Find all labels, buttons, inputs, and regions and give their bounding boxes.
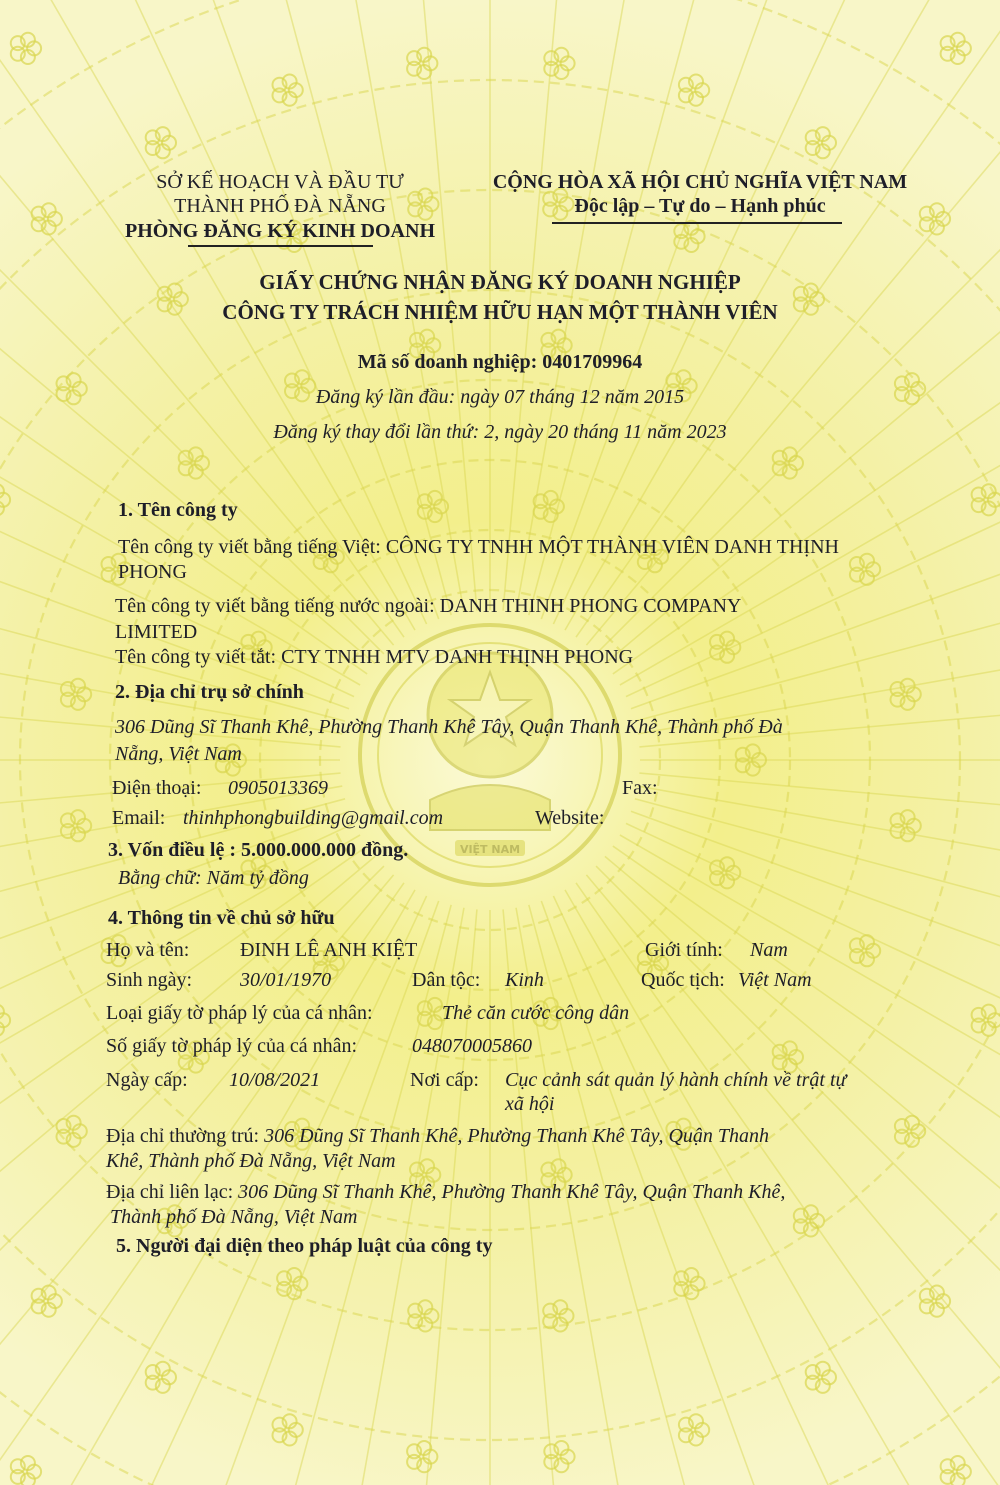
- abbreviated-name-value: CTY TNHH MTV DANH THỊNH PHONG: [281, 646, 634, 668]
- ethnicity-value: Kinh: [505, 969, 544, 991]
- flower-icon: [544, 1441, 574, 1472]
- contact-address-label: Địa chỉ liên lạc:: [106, 1181, 234, 1203]
- section5-heading: 5. Người đại diện theo pháp luật của công ty: [116, 1235, 493, 1257]
- country-name: CỘNG HÒA XÃ HỘI CHỦ NGHĨA VIỆT NAM: [492, 171, 908, 193]
- gender-label: Giới tính:: [645, 939, 723, 961]
- national-motto: Độc lập – Tự do – Hạnh phúc: [574, 195, 826, 217]
- department-name: PHÒNG ĐĂNG KÝ KINH DOANH: [125, 220, 435, 242]
- flower-icon: [544, 48, 574, 79]
- phone-value: 0905013369: [228, 777, 328, 799]
- issue-place-label: Nơi cấp:: [410, 1069, 479, 1091]
- section1-heading: 1. Tên công ty: [118, 499, 238, 521]
- dob-value: 30/01/1970: [240, 969, 332, 991]
- issue-date-value: 10/08/2021: [229, 1069, 321, 1091]
- flower-icon: [972, 484, 1000, 515]
- id-document-type-label: Loại giấy tờ pháp lý của cá nhân:: [106, 1002, 373, 1024]
- flower-icon: [972, 1005, 1000, 1036]
- head-office-address: 306 Dũng Sĩ Thanh Khê, Phường Thanh Khê Tây, Quận Thanh Khê, Thành phố Đà: [115, 716, 783, 738]
- abbreviated-name-row: [115, 645, 633, 669]
- flower-icon: [543, 1300, 573, 1331]
- email-value: thinhphongbuilding@gmail.com: [183, 807, 444, 829]
- first-registration-date: Đăng ký lần đầu: ngày 07 tháng 12 năm 2015: [315, 386, 685, 408]
- nationality-label: Quốc tịch:: [641, 969, 725, 991]
- section4-heading: 4. Thông tin về chủ sở hữu: [108, 907, 335, 929]
- contact-address-row: [106, 1180, 785, 1204]
- phone-label: Điện thoại:: [112, 777, 202, 799]
- flower-icon: [407, 1441, 437, 1472]
- dob-label: Sinh ngày:: [106, 969, 193, 991]
- foreign-name-row: [115, 594, 741, 618]
- company-type: CÔNG TY TRÁCH NHIỆM HỮU HẠN MỘT THÀNH VIÊN: [222, 300, 778, 324]
- foreign-name-label: Tên công ty viết bằng tiếng nước ngoài:: [115, 595, 435, 617]
- flower-icon: [146, 127, 176, 158]
- issue-date-label: Ngày cấp:: [106, 1069, 188, 1091]
- id-document-type-value: Thẻ căn cước công dân: [442, 1002, 630, 1024]
- owner-name-label: Họ và tên:: [106, 939, 190, 961]
- ethnicity-label: Dân tộc:: [412, 969, 481, 991]
- flower-icon: [891, 679, 921, 710]
- flower-icon: [0, 484, 10, 515]
- gender-value: Nam: [750, 939, 788, 961]
- city-name: THÀNH PHỐ ĐÀ NẴNG: [174, 195, 386, 217]
- header-left-underline: [188, 245, 373, 247]
- flower-icon: [146, 1362, 176, 1393]
- flower-icon: [61, 679, 91, 710]
- id-number-label: Số giấy tờ pháp lý của cá nhân:: [106, 1035, 358, 1057]
- flower-icon: [806, 1362, 836, 1393]
- issue-place-value: Cục cảnh sát quản lý hành chính về trật tự: [505, 1069, 847, 1091]
- vietnamese-name-value-cont: PHONG: [118, 561, 187, 583]
- owner-name-value: ĐINH LÊ ANH KIỆT: [240, 939, 418, 961]
- id-number-value: 048070005860: [412, 1035, 532, 1057]
- fax-label: Fax:: [622, 777, 658, 799]
- business-code: Mã số doanh nghiệp: 0401709964: [357, 351, 643, 373]
- pattern-ray: [0, 0, 375, 664]
- vietnamese-name-label: Tên công ty viết bằng tiếng Việt:: [118, 536, 381, 558]
- head-office-address-cont: Nẵng, Việt Nam: [115, 743, 242, 765]
- foreign-name-value: DANH THINH PHONG COMPANY: [439, 595, 742, 617]
- certificate-title: GIẤY CHỨNG NHẬN ĐĂNG KÝ DOANH NGHIỆP: [259, 270, 741, 294]
- flower-icon: [710, 857, 740, 888]
- flower-icon: [11, 1456, 41, 1485]
- flower-icon: [0, 1005, 10, 1036]
- flower-icon: [61, 810, 91, 841]
- flower-icon: [11, 33, 41, 64]
- flower-icon: [941, 1456, 971, 1485]
- header-right-underline: [552, 222, 842, 224]
- issue-place-value-cont: xã hội: [505, 1093, 555, 1115]
- foreign-name-value-cont: LIMITED: [115, 621, 198, 643]
- section3-heading: 3. Vốn điều lệ : 5.000.000.000 đồng.: [108, 839, 409, 861]
- nationality-value: Việt Nam: [738, 969, 812, 991]
- flower-icon: [273, 75, 303, 106]
- contact-address-value: 306 Dũng Sĩ Thanh Khê, Phường Thanh Khê Tây, Quận Thanh Khê,: [238, 1181, 786, 1203]
- pattern-ray: [620, 835, 1000, 1360]
- seal-text: VIỆT NAM: [459, 843, 521, 856]
- flower-icon: [407, 48, 437, 79]
- abbreviated-name-label: Tên công ty viết tắt:: [115, 646, 277, 668]
- flower-icon: [710, 632, 740, 663]
- email-label: Email:: [112, 807, 166, 829]
- flower-icon: [679, 75, 709, 106]
- website-label: Website:: [535, 807, 605, 829]
- flower-icon: [679, 1414, 709, 1445]
- capital-in-words: Bằng chữ: Năm tỷ đồng: [118, 867, 309, 889]
- flower-icon: [534, 491, 564, 522]
- permanent-address-label: Địa chỉ thường trú:: [106, 1125, 260, 1147]
- vietnamese-name-row: [118, 535, 839, 559]
- contact-address-cont: Thành phố Đà Nẵng, Việt Nam: [110, 1206, 358, 1228]
- section2-heading: 2. Địa chỉ trụ sở chính: [115, 681, 304, 703]
- ministry-name: SỞ KẾ HOẠCH VÀ ĐẦU TƯ: [156, 171, 404, 193]
- permanent-address-cont: Khê, Thành phố Đà Nẵng, Việt Nam: [106, 1150, 396, 1172]
- vietnamese-name-value: CÔNG TY TNHH MỘT THÀNH VIÊN DANH THỊNH: [385, 536, 839, 558]
- flower-icon: [806, 127, 836, 158]
- change-registration-date: Đăng ký thay đổi lần thứ: 2, ngày 20 tháng 11 năm 2023: [273, 421, 727, 443]
- flower-icon: [57, 1116, 87, 1147]
- flower-icon: [891, 810, 921, 841]
- permanent-address-row: [106, 1124, 769, 1148]
- flower-icon: [273, 1414, 303, 1445]
- permanent-address-value: 306 Dũng Sĩ Thanh Khê, Phường Thanh Khê Tây, Quận Thanh: [264, 1125, 770, 1147]
- flower-icon: [941, 33, 971, 64]
